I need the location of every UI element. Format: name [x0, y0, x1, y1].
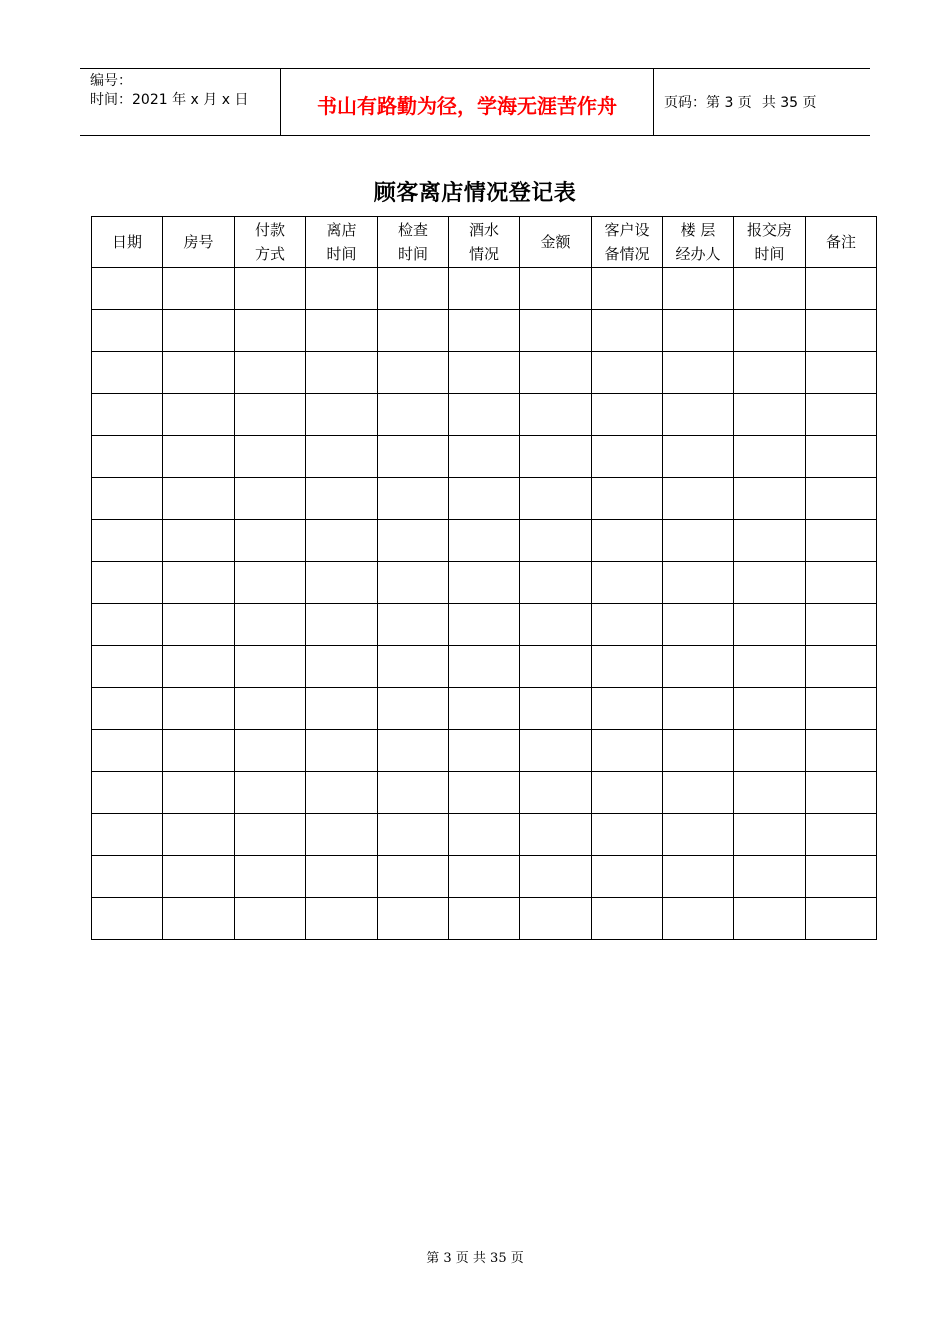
table-cell[interactable]	[163, 688, 235, 730]
table-cell[interactable]	[806, 268, 877, 310]
table-cell[interactable]	[520, 646, 592, 688]
table-cell[interactable]	[734, 478, 806, 520]
table-cell[interactable]	[306, 478, 378, 520]
table-cell[interactable]	[163, 814, 235, 856]
table-cell[interactable]	[806, 688, 877, 730]
table-cell[interactable]	[235, 646, 306, 688]
document-date: 时间：2021 年 x 月 x 日	[90, 92, 249, 108]
table-cell[interactable]	[806, 478, 877, 520]
table-cell[interactable]	[734, 310, 806, 352]
table-cell[interactable]	[378, 604, 449, 646]
table-cell[interactable]	[663, 604, 734, 646]
table-cell[interactable]	[235, 478, 306, 520]
table-cell[interactable]	[806, 772, 877, 814]
column-header-line: 备注	[825, 233, 856, 251]
table-cell[interactable]	[306, 310, 378, 352]
table-cell[interactable]	[306, 688, 378, 730]
table-cell[interactable]	[92, 310, 163, 352]
column-header-line: 金额	[540, 233, 571, 251]
table-cell[interactable]	[235, 352, 306, 394]
table-cell[interactable]	[449, 394, 520, 436]
header-page-info	[654, 69, 870, 135]
page-footer: 第 3 页 共 35 页	[426, 1251, 524, 1266]
table-cell[interactable]	[520, 814, 592, 856]
table-cell[interactable]	[520, 520, 592, 562]
table-cell[interactable]	[592, 604, 663, 646]
table-cell[interactable]	[378, 268, 449, 310]
table-cell[interactable]	[592, 772, 663, 814]
table-cell[interactable]	[449, 646, 520, 688]
table-cell[interactable]	[663, 730, 734, 772]
header-motto: 书山有路勤为径，学海无涯苦作舟	[281, 69, 654, 135]
table-cell[interactable]	[592, 520, 663, 562]
table-cell[interactable]	[520, 394, 592, 436]
table-cell[interactable]	[378, 688, 449, 730]
table-cell[interactable]	[734, 898, 806, 940]
table-cell[interactable]	[92, 604, 163, 646]
table-cell[interactable]	[163, 352, 235, 394]
table-row	[92, 856, 877, 898]
table-cell[interactable]	[163, 478, 235, 520]
table-cell[interactable]	[92, 898, 163, 940]
table-cell[interactable]	[663, 772, 734, 814]
table-cell[interactable]	[92, 478, 163, 520]
table-cell[interactable]	[92, 268, 163, 310]
table-cell[interactable]	[163, 772, 235, 814]
column-header-line: 离店	[326, 221, 357, 239]
column-header-line: 检查	[397, 221, 428, 239]
table-cell[interactable]	[592, 478, 663, 520]
table-cell[interactable]	[449, 562, 520, 604]
table-cell[interactable]	[163, 436, 235, 478]
table-cell[interactable]	[449, 478, 520, 520]
column-header-line: 客户设	[604, 221, 650, 239]
table-cell[interactable]	[163, 856, 235, 898]
table-cell[interactable]	[520, 898, 592, 940]
table-cell[interactable]	[520, 436, 592, 478]
table-cell[interactable]	[92, 772, 163, 814]
table-cell[interactable]	[92, 520, 163, 562]
table-cell[interactable]	[235, 730, 306, 772]
table-cell[interactable]	[92, 646, 163, 688]
table-cell[interactable]	[663, 394, 734, 436]
column-header	[235, 217, 306, 268]
table-cell[interactable]	[592, 268, 663, 310]
table-cell[interactable]	[306, 520, 378, 562]
table-cell[interactable]	[520, 478, 592, 520]
column-header	[92, 217, 163, 268]
table-cell[interactable]	[306, 394, 378, 436]
table-cell[interactable]	[378, 730, 449, 772]
table-row	[92, 268, 877, 310]
column-header-line: 酒水	[468, 221, 499, 239]
column-header-line: 楼 层	[680, 221, 716, 239]
table-cell[interactable]	[663, 646, 734, 688]
table-row	[92, 478, 877, 520]
table-cell[interactable]	[734, 520, 806, 562]
table-cell[interactable]	[378, 520, 449, 562]
table-body	[92, 268, 877, 940]
table-cell[interactable]	[663, 436, 734, 478]
table-cell[interactable]	[806, 436, 877, 478]
table-row	[92, 394, 877, 436]
table-row	[92, 688, 877, 730]
column-header-line: 经办人	[675, 245, 721, 263]
table-cell[interactable]	[449, 436, 520, 478]
table-cell[interactable]	[592, 730, 663, 772]
table-cell[interactable]	[734, 814, 806, 856]
table-cell[interactable]	[449, 520, 520, 562]
table-cell[interactable]	[592, 646, 663, 688]
table-cell[interactable]	[306, 352, 378, 394]
page-number: 页码：第 3 页	[664, 95, 752, 111]
table-cell[interactable]	[520, 562, 592, 604]
table-cell[interactable]	[306, 646, 378, 688]
column-header-line: 备情况	[604, 245, 650, 263]
table-cell[interactable]	[449, 604, 520, 646]
table-cell[interactable]	[235, 520, 306, 562]
table-cell[interactable]	[806, 730, 877, 772]
table-cell[interactable]	[163, 730, 235, 772]
table-cell[interactable]	[163, 898, 235, 940]
column-header	[449, 217, 520, 268]
table-cell[interactable]	[235, 814, 306, 856]
column-header-line: 方式	[254, 245, 285, 263]
table-cell[interactable]	[734, 436, 806, 478]
column-header	[520, 217, 592, 268]
table-cell[interactable]	[92, 856, 163, 898]
column-header-line: 付款	[254, 221, 285, 239]
table-cell[interactable]	[592, 814, 663, 856]
table-row	[92, 436, 877, 478]
table-cell[interactable]	[592, 898, 663, 940]
table-row	[92, 898, 877, 940]
table-cell[interactable]	[378, 772, 449, 814]
table-cell[interactable]	[806, 520, 877, 562]
table-cell[interactable]	[520, 604, 592, 646]
table-cell[interactable]	[734, 772, 806, 814]
table-cell[interactable]	[592, 352, 663, 394]
table-cell[interactable]	[163, 604, 235, 646]
table-cell[interactable]	[306, 604, 378, 646]
table-cell[interactable]	[378, 394, 449, 436]
table-cell[interactable]	[235, 394, 306, 436]
form-title: 顾客离店情况登记表	[373, 180, 577, 206]
table-cell[interactable]	[449, 268, 520, 310]
table-cell[interactable]	[92, 730, 163, 772]
table-cell[interactable]	[378, 814, 449, 856]
table-cell[interactable]	[663, 268, 734, 310]
table-cell[interactable]	[806, 310, 877, 352]
table-cell[interactable]	[378, 352, 449, 394]
table-cell[interactable]	[734, 268, 806, 310]
table-cell[interactable]	[520, 352, 592, 394]
table-cell[interactable]	[663, 352, 734, 394]
table-cell[interactable]	[592, 856, 663, 898]
table-cell[interactable]	[734, 352, 806, 394]
table-cell[interactable]	[663, 520, 734, 562]
table-cell[interactable]	[520, 268, 592, 310]
table-row	[92, 772, 877, 814]
table-cell[interactable]	[235, 562, 306, 604]
table-cell[interactable]	[378, 898, 449, 940]
table-cell[interactable]	[306, 898, 378, 940]
table-cell[interactable]	[449, 898, 520, 940]
table-cell[interactable]	[163, 394, 235, 436]
table-cell[interactable]	[734, 688, 806, 730]
table-cell[interactable]	[520, 772, 592, 814]
table-cell[interactable]	[163, 520, 235, 562]
table-cell[interactable]	[235, 436, 306, 478]
table-cell[interactable]	[449, 772, 520, 814]
table-cell[interactable]	[806, 646, 877, 688]
table-cell[interactable]	[235, 604, 306, 646]
column-header-line: 日期	[111, 233, 142, 251]
table-cell[interactable]	[306, 436, 378, 478]
column-header	[734, 217, 806, 268]
header-meta	[80, 69, 281, 135]
document-header	[80, 68, 870, 136]
table-row	[92, 310, 877, 352]
column-header-line: 时间	[754, 245, 785, 263]
table-cell[interactable]	[592, 436, 663, 478]
table-cell[interactable]	[449, 856, 520, 898]
table-header-row	[92, 217, 877, 268]
table-cell[interactable]	[378, 856, 449, 898]
table-cell[interactable]	[378, 310, 449, 352]
table-cell[interactable]	[592, 688, 663, 730]
table-cell[interactable]	[520, 856, 592, 898]
table-cell[interactable]	[592, 310, 663, 352]
table-cell[interactable]	[306, 562, 378, 604]
table-row	[92, 604, 877, 646]
table-cell[interactable]	[378, 562, 449, 604]
table-cell[interactable]	[92, 436, 163, 478]
table-cell[interactable]	[92, 394, 163, 436]
table-cell[interactable]	[734, 730, 806, 772]
table-cell[interactable]	[235, 772, 306, 814]
table-cell[interactable]	[806, 856, 877, 898]
table-cell[interactable]	[592, 562, 663, 604]
table-cell[interactable]	[306, 856, 378, 898]
table-cell[interactable]	[378, 478, 449, 520]
table-cell[interactable]	[520, 688, 592, 730]
table-cell[interactable]	[734, 856, 806, 898]
table-cell[interactable]	[734, 646, 806, 688]
table-row	[92, 730, 877, 772]
column-header	[163, 217, 235, 268]
table-cell[interactable]	[235, 898, 306, 940]
table-cell[interactable]	[449, 730, 520, 772]
table-cell[interactable]	[163, 646, 235, 688]
table-cell[interactable]	[806, 394, 877, 436]
column-header-line: 时间	[326, 245, 357, 263]
document-number-label: 编号：	[90, 73, 132, 89]
table-cell[interactable]	[663, 898, 734, 940]
table-cell[interactable]	[449, 814, 520, 856]
table-cell[interactable]	[306, 268, 378, 310]
table-row	[92, 352, 877, 394]
table-cell[interactable]	[806, 898, 877, 940]
column-header	[806, 217, 877, 268]
table-row	[92, 814, 877, 856]
column-header-line: 情况	[468, 245, 499, 263]
table-cell[interactable]	[806, 352, 877, 394]
table-cell[interactable]	[734, 604, 806, 646]
table-cell[interactable]	[806, 562, 877, 604]
table-cell[interactable]	[663, 814, 734, 856]
table-cell[interactable]	[92, 814, 163, 856]
table-cell[interactable]	[163, 310, 235, 352]
column-header-line: 房号	[183, 233, 214, 251]
table-row	[92, 646, 877, 688]
table-cell[interactable]	[235, 856, 306, 898]
table-cell[interactable]	[235, 310, 306, 352]
column-header	[663, 217, 734, 268]
table-cell[interactable]	[520, 310, 592, 352]
table-cell[interactable]	[663, 478, 734, 520]
table-cell[interactable]	[734, 562, 806, 604]
table-cell[interactable]	[306, 730, 378, 772]
table-cell[interactable]	[663, 310, 734, 352]
column-header-line: 报交房	[746, 221, 792, 239]
guest-departure-register-table	[91, 216, 877, 940]
page-total: 共 35 页	[761, 95, 817, 111]
table-cell[interactable]	[663, 562, 734, 604]
table-cell[interactable]	[235, 268, 306, 310]
table-cell[interactable]	[163, 268, 235, 310]
table-cell[interactable]	[663, 856, 734, 898]
table-cell[interactable]	[163, 562, 235, 604]
table-cell[interactable]	[306, 772, 378, 814]
table-cell[interactable]	[449, 310, 520, 352]
table-cell[interactable]	[378, 436, 449, 478]
table-cell[interactable]	[806, 814, 877, 856]
table-cell[interactable]	[806, 604, 877, 646]
table-cell[interactable]	[378, 646, 449, 688]
table-cell[interactable]	[449, 352, 520, 394]
table-row	[92, 520, 877, 562]
table-cell[interactable]	[520, 730, 592, 772]
column-header-line: 时间	[397, 245, 428, 263]
table-cell[interactable]	[449, 688, 520, 730]
column-header	[306, 217, 378, 268]
column-header	[378, 217, 449, 268]
table-cell[interactable]	[663, 688, 734, 730]
table-cell[interactable]	[92, 562, 163, 604]
table-cell[interactable]	[306, 814, 378, 856]
table-cell[interactable]	[92, 688, 163, 730]
table-cell[interactable]	[92, 352, 163, 394]
table-cell[interactable]	[235, 688, 306, 730]
table-row	[92, 562, 877, 604]
table-cell[interactable]	[734, 394, 806, 436]
table-cell[interactable]	[592, 394, 663, 436]
column-header	[592, 217, 663, 268]
